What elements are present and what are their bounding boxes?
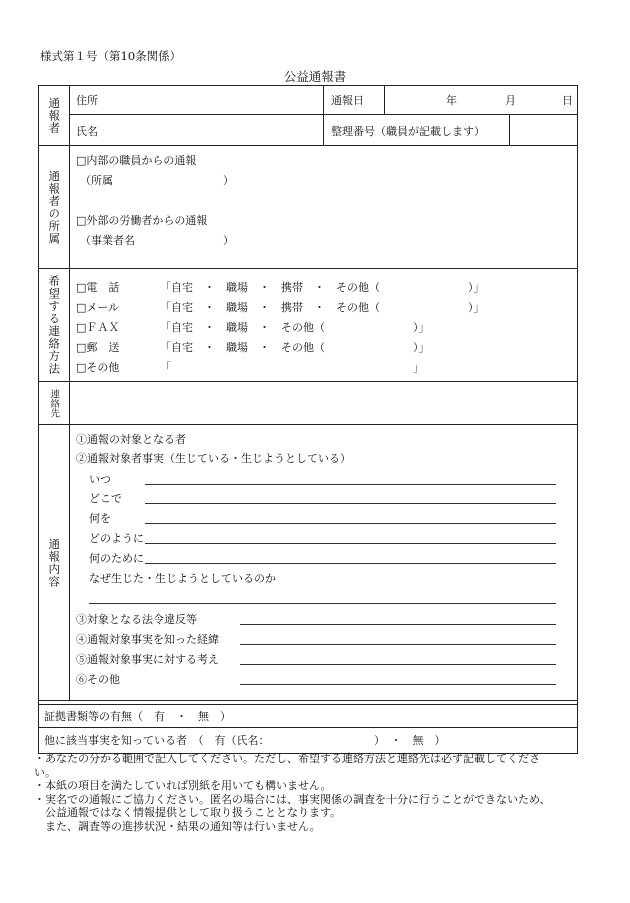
external-worker-checkbox[interactable]: □外部の労働者からの通報	[76, 214, 208, 227]
learned-label: ④通報対象事実を知った経緯	[76, 633, 219, 646]
note-line: ・実名での通報にご協力ください。匿名の場合には、事実関係の調査を十分に行うことができないため、	[34, 792, 551, 806]
facts-label: ②通報対象者事実（生じている・生じようとしている）	[76, 452, 351, 465]
evidence-row: 証拠書類等の有無（ 有 ・ 無 ）	[44, 710, 231, 723]
how-line	[145, 543, 556, 544]
where-line	[145, 503, 556, 504]
where-label: どこで	[89, 492, 122, 505]
law-violation-line	[240, 624, 556, 625]
other-label: ⑥その他	[76, 673, 120, 686]
year-label: 年	[446, 94, 457, 107]
cause-line	[89, 603, 556, 604]
target-person-label: ①通報の対象となる者	[76, 433, 186, 446]
when-line	[145, 484, 556, 485]
serial-value-divider	[509, 114, 510, 145]
other-line	[240, 684, 556, 685]
note-line: ・あなたの分かる範囲で記入してください。ただし、希望する連絡方法と連絡先は必ず記載してくださ	[34, 752, 540, 765]
other-checkbox[interactable]: □その他	[76, 361, 120, 374]
date-value-divider	[384, 85, 385, 114]
what-label: 何を	[89, 512, 111, 525]
form-title: 公益通報書	[283, 69, 347, 84]
row-divider-affiliation	[38, 268, 578, 269]
serial-number-label: 整理番号（職員が記載します）	[331, 125, 485, 138]
label-column-divider	[69, 85, 70, 700]
content-section-label: 通報内容	[47, 537, 62, 588]
day-label: 日	[562, 94, 573, 107]
note-line: 公益通報ではなく情報提供として取り扱うこととなります。	[34, 806, 342, 819]
mail-checkbox[interactable]: □郵 送	[76, 341, 120, 354]
phone-checkbox[interactable]: □電 話	[76, 281, 120, 294]
law-violation-label: ③対象となる法令違反等	[76, 613, 197, 626]
when-label: いつ	[89, 473, 111, 486]
affiliation-section-label: 通報者の所属	[47, 169, 62, 245]
row-divider-reporter	[38, 145, 578, 146]
fax-options: 「自宅 ・ 職場 ・ その他（ ）」	[160, 321, 430, 334]
email-options: 「自宅 ・ 職場 ・ 携帯 ・ その他（ ）」	[160, 301, 485, 314]
row-divider-contact	[38, 424, 578, 425]
other-options: 「 」	[160, 361, 424, 374]
why-line	[145, 563, 556, 564]
mail-options: 「自宅 ・ 職場 ・ その他（ ）」	[160, 341, 430, 354]
why-label: 何のために	[89, 552, 144, 565]
report-date-label: 通報日	[331, 94, 364, 107]
opinion-label: ⑤通報対象事実に対する考え	[76, 653, 219, 666]
internal-staff-checkbox[interactable]: □内部の職員からの通報	[76, 154, 197, 167]
note-line: また、調査等の進捗状況・結果の通知等は行いません。	[34, 819, 321, 833]
opinion-line	[240, 664, 556, 665]
cause-label: なぜ生じた・生じようとしているのか	[89, 572, 276, 585]
fax-checkbox[interactable]: □ＦＡＸ	[76, 321, 120, 334]
notes	[34, 752, 551, 833]
name-label: 氏名	[76, 125, 98, 138]
note-line: ・本紙の項目を満たしていれば別紙を用いても構いません。	[34, 779, 332, 792]
email-checkbox[interactable]: □メール	[76, 301, 120, 314]
contact-section-label: 連絡先	[48, 388, 60, 418]
learned-line	[240, 644, 556, 645]
note-line: い。	[34, 765, 56, 779]
reporter-section-label: 通報者	[47, 96, 62, 135]
what-line	[145, 523, 556, 524]
how-label: どのように	[89, 532, 144, 545]
company-field: （事業者名 ）	[80, 234, 234, 247]
others-know-row: 他に該当事実を知っている者 （ 有（氏名： ） ・ 無 ）	[44, 734, 446, 747]
department-field: （所属 ）	[80, 174, 234, 187]
form-id: 様式第１号（第10条関係）	[40, 49, 182, 63]
row-divider-contact-method	[38, 381, 578, 382]
month-label: 月	[505, 94, 516, 107]
phone-options: 「自宅 ・ 職場 ・ 携帯 ・ その他（ ）」	[160, 281, 485, 294]
contact-method-section-label: 希望する連絡方法	[47, 275, 62, 375]
address-label: 住所	[76, 94, 98, 107]
date-column-divider	[323, 85, 324, 145]
